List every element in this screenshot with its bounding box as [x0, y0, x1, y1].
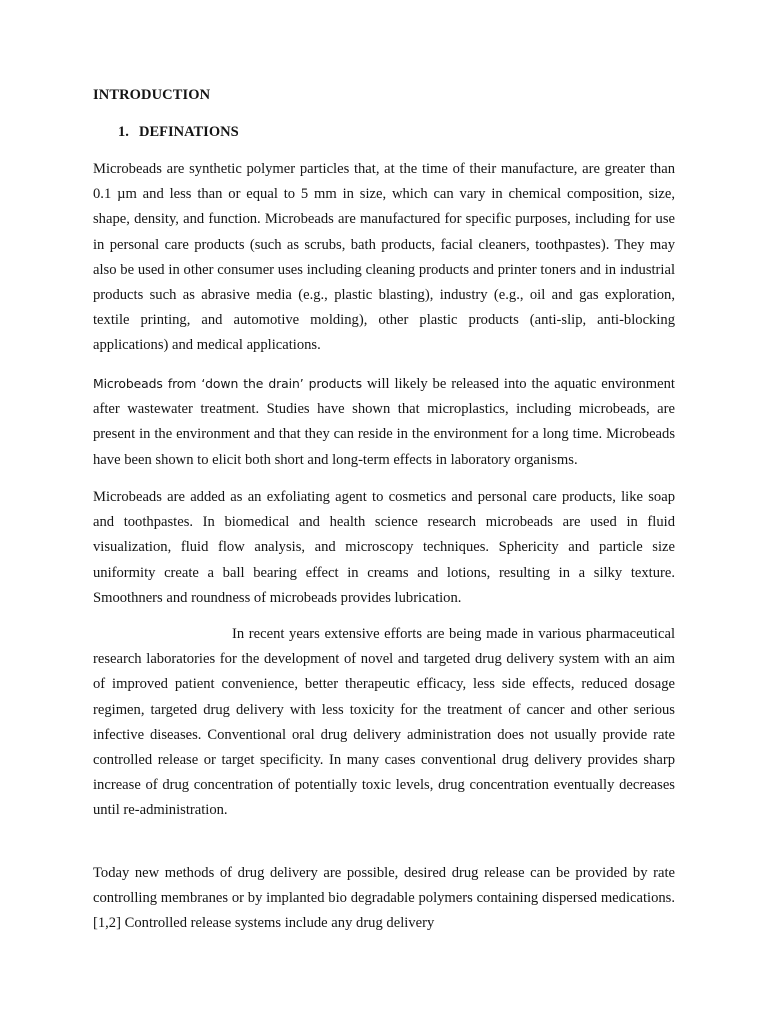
paragraph-microbeads-definition: Microbeads are synthetic polymer particles that, at the time of their manufacture, are greater than 0.1 µm and less than or equal to 5 mm in size, which can vary in chemical composition, size, shape, density, and function. Microbeads are manufactured for specific purposes, including for use in personal care products (such as scrubs, bath products, facial cleaners, toothpastes). They may also be used in other consumer uses including cleaning products and printer toners and in industrial products such as abrasive media (e.g., plastic blasting), industry (e.g., oil and gas exploration, textile printing, and automotive molding), other plastic products (anti-slip, anti-blocking applications) and medical applications. — [93, 161, 675, 354]
section-number: 1. — [118, 124, 129, 140]
paragraph-aquatic-release — [93, 371, 675, 473]
paragraph-controlled-release: Today new methods of drug delivery are possible, desired drug release can be provided by rate controlling membranes or by implanted bio degradable polymers containing dispersed medications. [1,2] Controlled release systems include any drug delivery — [93, 865, 675, 932]
paragraph-body: will likely be released into the aquatic environment after wastewater treatment. Studies have shown that microplastics, including microbeads, are present in the environment and that they can reside in the environment for a long time. Microbeads have been shown to elicit both short and long-term effects in laboratory organisms. — [93, 376, 675, 468]
paragraph-drug-delivery-research: In recent years extensive efforts are being made in various pharmaceutical research laboratories for the development of novel and targeted drug delivery system with an aim of improved patient convenience, better therapeutic efficacy, less side effects, reduced dosage regimen, targeted drug delivery with less toxicity for the treatment of cancer and other serious infective diseases. Conventional oral drug delivery administration does not usually provide rate controlled release or target specificity. In many cases conventional drug delivery provides sharp increase of drug concentration of potentially toxic levels, drug concentration eventually decreases until re-administration. — [93, 626, 675, 819]
section-title: DEFINATIONS — [139, 124, 239, 140]
document-title: INTRODUCTION — [93, 87, 211, 103]
section-heading — [118, 124, 239, 141]
paragraph-exfoliating-uses: Microbeads are added as an exfoliating agent to cosmetics and personal care products, like soap and toothpastes. In biomedical and health science research microbeads are used in fluid visualization, fluid flow analysis, and microscopy techniques. Sphericity and particle size uniformity create a ball bearing effect in creams and lotions, resulting in a silky texture. Smoothners and roundness of microbeads provides lubrication. — [93, 489, 675, 606]
paragraph-lead-phrase: Microbeads from ‘down the drain’ products — [93, 376, 362, 391]
